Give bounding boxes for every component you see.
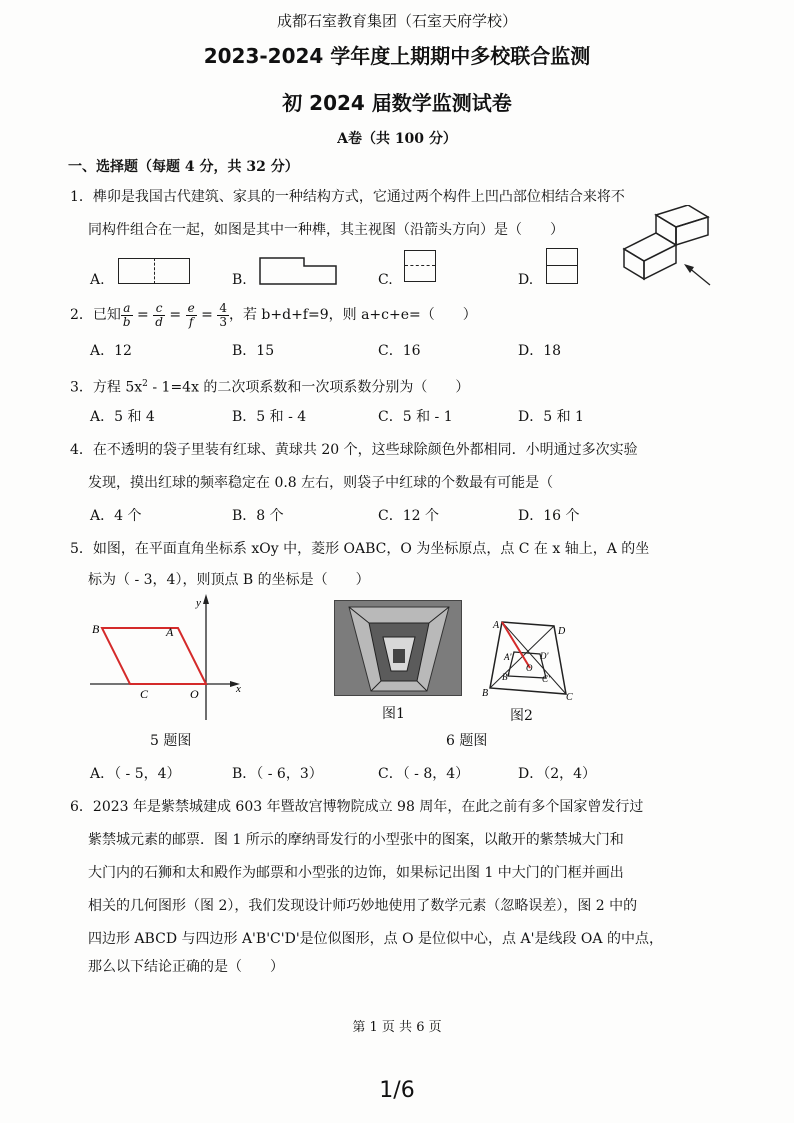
page-footer: 第 1 页 共 6 页 bbox=[352, 1020, 442, 1035]
q6-line4: 相关的几何图形（图 2），我们发现设计师巧妙地使用了数学元素（忽略误差），图 2 中的 bbox=[88, 898, 638, 914]
q6-label-a-prime: A' bbox=[504, 652, 512, 662]
q6-homothety-figure bbox=[482, 616, 578, 702]
q6-figure1-label: 图1 bbox=[382, 706, 405, 722]
q1-option-d-shape bbox=[546, 248, 578, 284]
q3-option-d: D．5 和 1 bbox=[518, 409, 584, 425]
q1-line2: 同构件组合在一起，如图是其中一种榫，其主视图（沿箭头方向）是（ ） bbox=[88, 222, 564, 238]
q6-line5: 四边形 ABCD 与四边形 A'B'C'D'是位似图形，点 O 是位似中心，点 A'是线段 OA 的中点， bbox=[88, 931, 663, 947]
q5-option-b: B．（ - 6，3） bbox=[232, 766, 323, 782]
q3-stem-prefix: 3．方程 5x bbox=[70, 379, 143, 396]
q4-option-a: A．4 个 bbox=[90, 508, 142, 524]
q3-option-b: B．5 和 - 4 bbox=[232, 409, 307, 425]
q5-figure-caption: 5 题图 bbox=[150, 733, 192, 749]
q5-y-arrow bbox=[203, 594, 209, 604]
q2-frac-num: a bbox=[121, 302, 133, 316]
q5-option-a: A．（ - 5，4） bbox=[90, 766, 181, 782]
q6-gate-photo-drawing bbox=[335, 601, 462, 696]
q5-rhombus bbox=[102, 628, 206, 684]
exam-title: 2023-2024 学年度上期期中多校联合监测 bbox=[203, 44, 591, 68]
q1-option-d-line bbox=[547, 265, 577, 266]
q4-option-c: C．12 个 bbox=[378, 508, 439, 524]
q1-option-c-dash bbox=[405, 265, 435, 266]
q6-label-o: O bbox=[526, 663, 533, 673]
q2-frac-num: 4 bbox=[219, 300, 227, 315]
school-name: 成都石室教育集团（石室天府学校） bbox=[276, 12, 517, 30]
q6-label-c-prime: C' bbox=[542, 674, 550, 684]
q3-stem-suffix: - 1=4x 的二次项系数和一次项系数分别为（ ） bbox=[147, 379, 470, 396]
q6-label-d: D bbox=[558, 626, 566, 637]
q3-exponent: 2 bbox=[142, 379, 148, 389]
q6-outer-quad bbox=[490, 622, 566, 694]
q5-rhombus-figure bbox=[86, 592, 256, 722]
q5-option-c: C．（ - 8，4） bbox=[378, 766, 470, 782]
q2-frac-den: 3 bbox=[219, 314, 227, 329]
q2-option-b: B．15 bbox=[232, 343, 275, 359]
q5-label-b: B bbox=[92, 622, 100, 636]
q5-label-y: y bbox=[196, 597, 201, 609]
q5-label-o: O bbox=[190, 687, 199, 701]
q5-line1: 5．如图，在平面直角坐标系 xOy 中，菱形 OABC，O 为坐标原点，点 C 在 x 轴上，A 的坐 bbox=[70, 541, 650, 557]
q2-fraction-e-f bbox=[186, 302, 197, 329]
q2-fraction-4-3 bbox=[217, 302, 229, 329]
q2-option-d: D．18 bbox=[518, 343, 562, 359]
q6-line2: 紫禁城元素的邮票．图 1 所示的摩纳哥发行的小型张中的图案，以敞开的紫禁城大门和 bbox=[88, 832, 624, 848]
q3-option-a: A．5 和 4 bbox=[90, 409, 155, 425]
q2-option-c: C．16 bbox=[378, 343, 421, 359]
q2-option-a: A．12 bbox=[90, 343, 132, 359]
q6-label-c: C bbox=[566, 692, 573, 702]
q6-line1: 6．2023 年是紫禁城建成 603 年暨故宫博物院成立 98 周年，在此之前有多个国家曾发行过 bbox=[70, 799, 644, 815]
q2-frac-num: e bbox=[187, 300, 195, 315]
q1-option-d: D. bbox=[518, 272, 534, 288]
q3-stem bbox=[70, 374, 469, 398]
q2-stem-suffix: ，若 b+d+f=9，则 a+c+e=（ ） bbox=[228, 307, 477, 323]
q1-option-a-dash bbox=[154, 258, 155, 284]
q6-figure2-label: 图2 bbox=[510, 708, 533, 724]
q1-option-b-shape bbox=[258, 256, 338, 286]
q2-fraction-c-d bbox=[153, 302, 165, 329]
q6-line3: 大门内的石狮和太和殿作为邮票和小型张的边饰，如果标记出图 1 中大门的门框并画出 bbox=[88, 865, 624, 881]
q1-line1: 1．榫卯是我国古代建筑、家具的一种结构方式，它通过两个构件上凹凸部位相结合来将不 bbox=[70, 189, 625, 205]
q6-gate-photo bbox=[334, 600, 462, 696]
q4-option-b: B．8 个 bbox=[232, 508, 284, 524]
q5-label-x: x bbox=[236, 683, 241, 695]
q1-tenon-figure bbox=[618, 205, 718, 287]
q1-option-b: B. bbox=[232, 272, 247, 288]
q4-option-d: D．16 个 bbox=[518, 508, 580, 524]
page-indicator: 1/6 bbox=[379, 1078, 415, 1103]
q5-option-d: D．（2，4） bbox=[518, 766, 597, 782]
q1-option-a: A. bbox=[90, 272, 105, 288]
q2-stem: 2．已知 $\frac{a}{b}$ = $\frac{c}{d}$ = $\frac{e}{f}$ = $\frac{4}{3}$ ，若 b+d+f=9，则 a+c+e=（ ） bbox=[70, 300, 477, 329]
exam-subtitle: 初 2024 届数学监测试卷 bbox=[282, 91, 512, 115]
q2-frac-den: d bbox=[155, 314, 163, 329]
q2-stem-prefix: 2．已知 bbox=[70, 307, 121, 323]
q6-figure-caption: 6 题图 bbox=[446, 733, 488, 749]
q6-label-d-prime: D' bbox=[540, 651, 549, 661]
q1-option-c-shape bbox=[404, 250, 436, 282]
q4-line2: 发现，摸出红球的频率稳定在 0.8 左右，则袋子中红球的个数最有可能是（ bbox=[88, 475, 554, 491]
q2-frac-num: c bbox=[153, 302, 165, 316]
q2-fraction-a-b bbox=[121, 302, 133, 329]
section-heading: 一、选择题（每题 4 分，共 32 分） bbox=[68, 159, 299, 175]
q6-line6: 那么以下结论正确的是（ ） bbox=[88, 959, 284, 975]
q5-label-a: A bbox=[166, 625, 174, 639]
q2-frac-den: b bbox=[122, 314, 131, 329]
q2-frac-den: f bbox=[188, 314, 194, 329]
q1-option-c: C. bbox=[378, 272, 393, 288]
paper-part-label: A卷（共 100 分） bbox=[337, 131, 457, 147]
q4-line1: 4．在不透明的袋子里装有红球、黄球共 20 个，这些球除颜色外都相同．小明通过多次实验 bbox=[70, 442, 638, 458]
q6-label-b: B bbox=[482, 688, 489, 699]
q5-label-c: C bbox=[140, 687, 149, 701]
q6-label-a: A bbox=[493, 620, 500, 631]
q3-option-c: C．5 和 - 1 bbox=[378, 409, 453, 425]
q6-label-b-prime: B' bbox=[502, 672, 510, 682]
q5-line2: 标为（ - 3，4），则顶点 B 的坐标是（ ） bbox=[88, 572, 370, 588]
